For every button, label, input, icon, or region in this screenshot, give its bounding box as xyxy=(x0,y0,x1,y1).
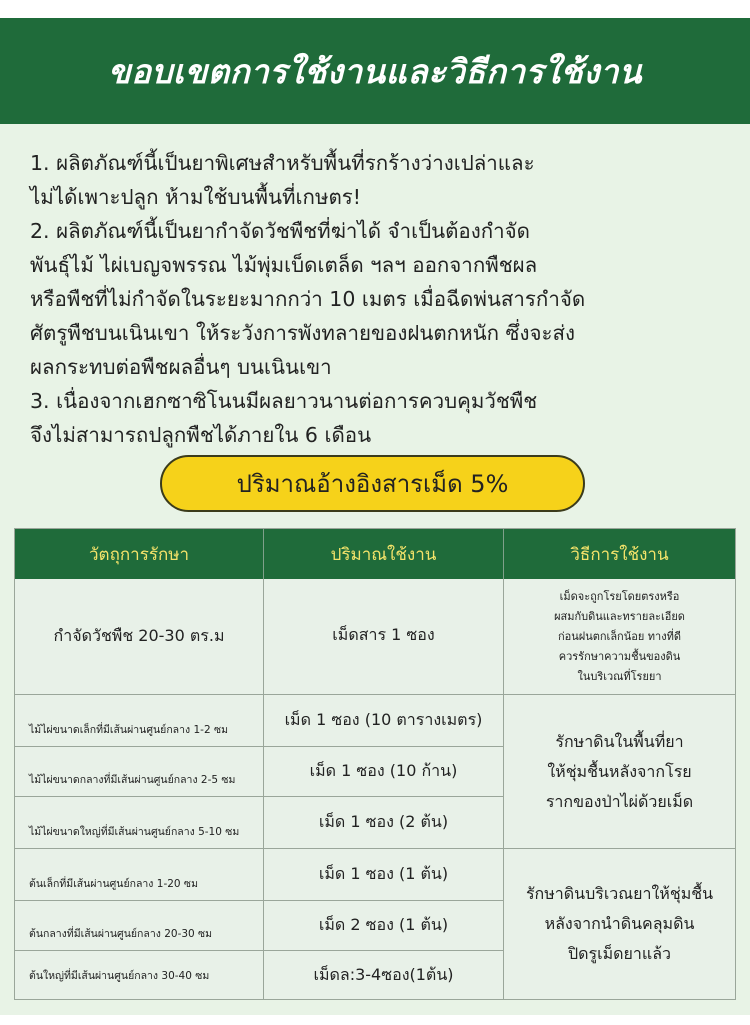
description-line: ศัตรูพืชบนเนินเขา ให้ระวังการพังทลายของฝนตกหนัก ซึ่งจะส่ง xyxy=(30,321,576,345)
method-line: ผสมกับดินและทรายละเอียด xyxy=(554,609,685,623)
top-border xyxy=(0,0,750,18)
table-cell-target: ไม้ไผ่ขนาดกลางที่มีเส้นผ่านศูนย์กลาง 2-5 ซม xyxy=(15,747,264,797)
table-cell-target: กำจัดวัชพืช 20-30 ตร.ม xyxy=(15,579,264,695)
table-cell-dose: เม็ด 1 ซอง (10 ก้าน) xyxy=(264,747,504,797)
description-line: ผลกระทบต่อพืชผลอื่นๆ บนเนินเขา xyxy=(30,355,332,379)
header-banner xyxy=(0,18,750,124)
method-line: ปิดรูเม็ดยาแล้ว xyxy=(567,944,671,963)
description-line: 1. ผลิตภัณฑ์นี้เป็นยาพิเศษสำหรับพื้นที่รกร้างว่างเปล่าและ xyxy=(30,151,535,175)
method-line: ควรรักษาความชื้นของดิน xyxy=(558,649,681,663)
method-line: รักษาดินในพื้นที่ยา xyxy=(555,731,684,751)
dosage-reference-label: ปริมาณอ้างอิงสารเม็ด 5% xyxy=(236,470,509,498)
table-cell-dose: เม็ด 1 ซอง (1 ต้น) xyxy=(264,849,504,901)
description-line: จึงไม่สามารถปลูกพืชได้ภายใน 6 เดือน xyxy=(30,423,372,447)
description-line: พันธุ์ไม้ ไผ่เบญจพรรณ ไม้พุ่มเบ็ดเตล็ด ฯลฯ ออกจากพืชผล xyxy=(30,253,538,277)
column-header-method: วิธีการใช้งาน xyxy=(504,529,735,579)
method-line: หลังจากนำดินคลุมดิน xyxy=(544,914,695,933)
table-cell-dose: เม็ดล:3-4ซอง(1ต้น) xyxy=(264,951,504,999)
table-cell-target: ต้นใหญ่ที่มีเส้นผ่านศูนย์กลาง 30-40 ซม xyxy=(15,951,264,999)
description-line: 3. เนื่องจากเฮกซาซิโนนมีผลยาวนานต่อการควบคุมวัชพืช xyxy=(30,389,538,413)
table-cell-method xyxy=(504,849,735,999)
method-line: ให้ชุ่มชื้นหลังจากโรย xyxy=(547,761,692,781)
dosage-reference-badge xyxy=(160,455,585,512)
column-header-dose: ปริมาณใช้งาน xyxy=(264,529,504,579)
method-line: รักษาดินบริเวณยาให้ชุ่มชื้น xyxy=(525,884,714,903)
usage-table xyxy=(14,528,736,1000)
method-line: เม็ดจะถูกโรยโดยตรงหรือ xyxy=(559,589,680,603)
table-cell-dose: เม็ดสาร 1 ซอง xyxy=(264,579,504,695)
usage-description xyxy=(30,146,720,452)
table-cell-method xyxy=(504,695,735,849)
table-cell-dose: เม็ด 2 ซอง (1 ต้น) xyxy=(264,901,504,951)
bottom-border xyxy=(0,1015,750,1025)
method-line: ในบริเวณที่โรยยา xyxy=(577,669,662,683)
description-line: ไม่ได้เพาะปลูก ห้ามใช้บนพื้นที่เกษตร! xyxy=(30,185,361,209)
table-cell-target: ไม้ไผ่ขนาดเล็กที่มีเส้นผ่านศูนย์กลาง 1-2 ซม xyxy=(15,695,264,747)
method-line: ก่อนฝนตกเล็กน้อย ทางที่ดี xyxy=(558,629,681,643)
page-title: ขอบเขตการใช้งานและวิธีการใช้งาน xyxy=(108,51,642,91)
table-cell-dose: เม็ด 1 ซอง (10 ตารางเมตร) xyxy=(264,695,504,747)
table-cell-dose: เม็ด 1 ซอง (2 ต้น) xyxy=(264,797,504,849)
column-header-target: วัตถุการรักษา xyxy=(15,529,264,579)
table-cell-target: ต้นกลางที่มีเส้นผ่านศูนย์กลาง 20-30 ซม xyxy=(15,901,264,951)
description-line: 2. ผลิตภัณฑ์นี้เป็นยากำจัดวัชพืชที่ฆ่าได้ จำเป็นต้องกำจัด xyxy=(30,219,530,243)
method-line: รากของป่าไผ่ด้วยเม็ด xyxy=(545,791,694,811)
table-cell-method xyxy=(504,579,735,695)
table-cell-target: ต้นเล็กที่มีเส้นผ่านศูนย์กลาง 1-20 ซม xyxy=(15,849,264,901)
description-line: หรือพืชที่ไม่กำจัดในระยะมากกว่า 10 เมตร เมื่อฉีดพ่นสารกำจัด xyxy=(30,287,586,311)
table-cell-target: ไม้ไผ่ขนาดใหญ่ที่มีเส้นผ่านศูนย์กลาง 5-10 ซม xyxy=(15,797,264,849)
